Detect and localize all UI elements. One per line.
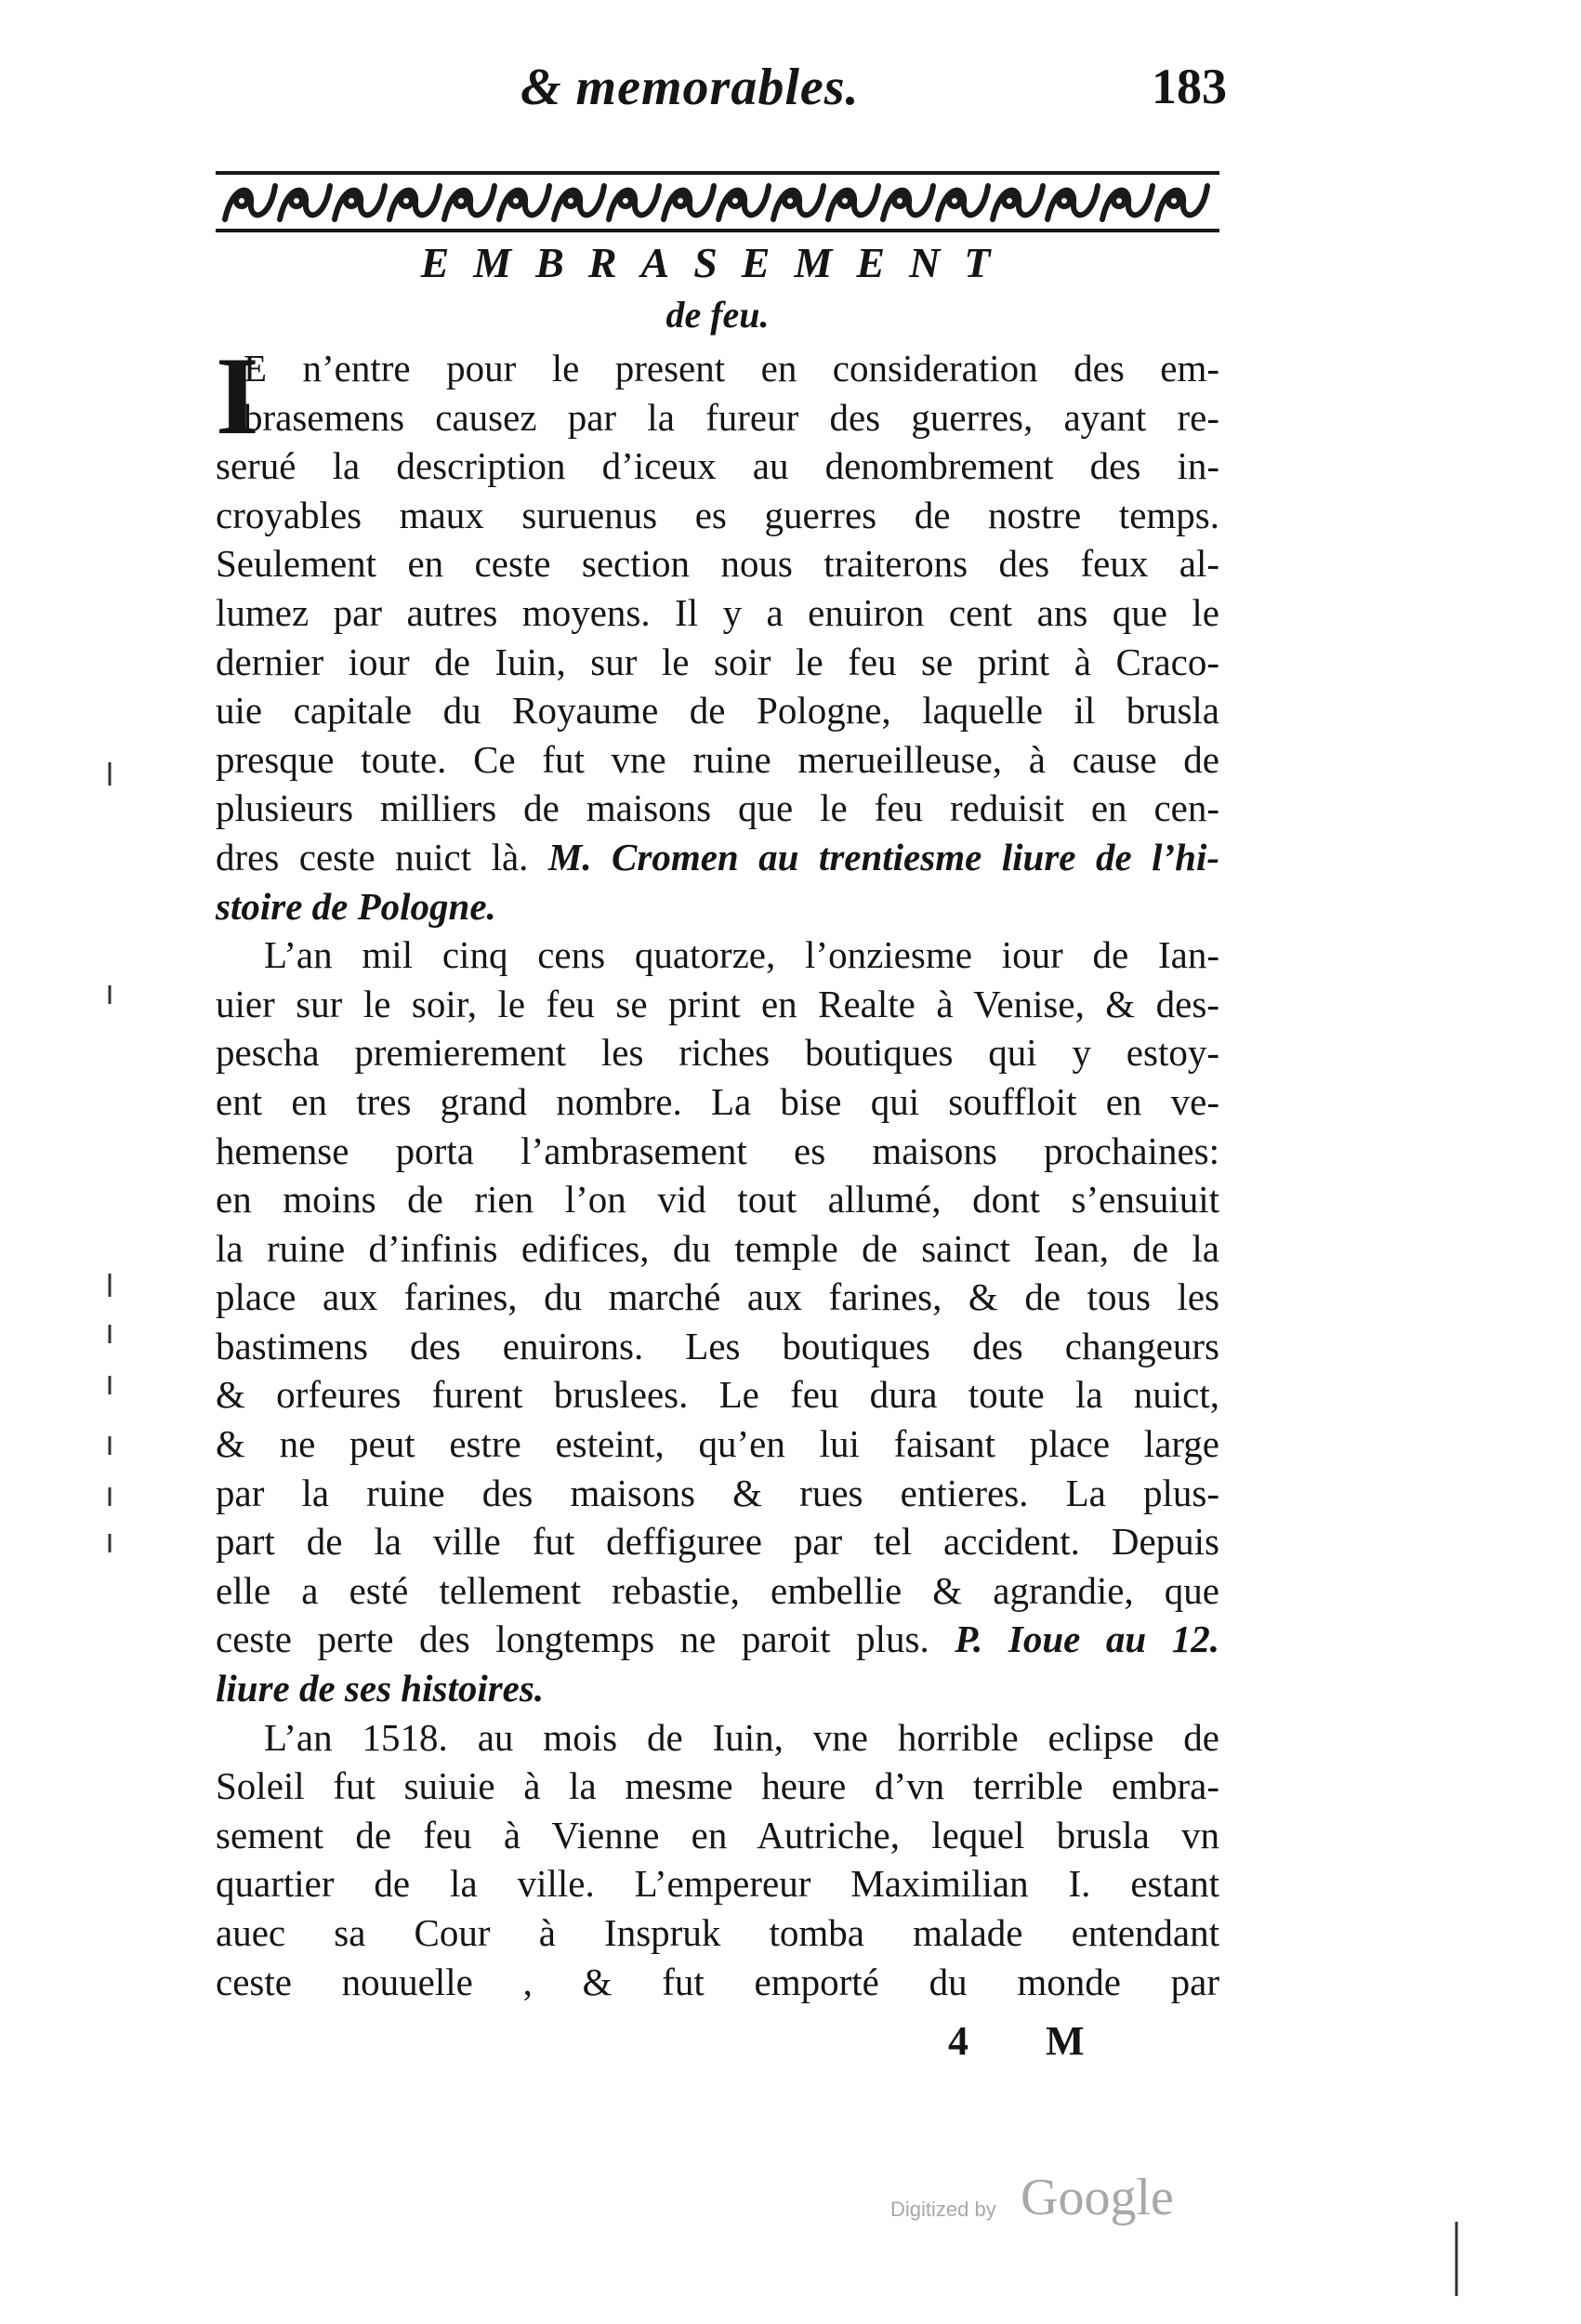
line-text: en moins de rien l’on vid tout allumé, dont s’ensuiuit <box>216 1178 1219 1221</box>
line-text: E n’entre pour le present en consideration des em- <box>244 347 1219 390</box>
text-line <box>216 1175 1219 1224</box>
citation: M. Cromen au trentiesme liure de l’hi- <box>547 835 1219 878</box>
ornament-scroll <box>389 186 440 219</box>
ornament-scroll <box>773 186 823 219</box>
line-text: croyables maux suruenus es guerres de nostre temps. <box>216 493 1219 536</box>
ornament-dot <box>401 195 412 206</box>
body-text <box>216 334 1219 2006</box>
ornament-dot <box>949 195 960 206</box>
ornament-dot <box>291 195 302 206</box>
line-text: bastimens des enuirons. Les boutiques des changeurs <box>216 1324 1219 1367</box>
text-line <box>216 1713 1219 1763</box>
ornament-dot <box>1168 195 1179 206</box>
text-line <box>216 344 1219 393</box>
google-logo: Google <box>1021 2169 1174 2226</box>
drop-cap: I <box>216 334 259 457</box>
text-line <box>216 784 1219 833</box>
text-line <box>216 882 1219 931</box>
ornament-dot <box>620 195 631 206</box>
ornament-dot <box>894 195 905 206</box>
text-line <box>216 491 1219 540</box>
ornament-scroll <box>609 186 659 219</box>
signature-mark: 4 M <box>948 2018 1118 2064</box>
ornament-scroll <box>1102 186 1153 219</box>
text-line <box>216 1566 1219 1616</box>
ornament-scroll <box>335 186 385 219</box>
ornament-dot <box>839 195 850 206</box>
citation: stoire de Pologne. <box>216 884 496 928</box>
text-line <box>216 1811 1219 1860</box>
ornament-band <box>216 165 1219 238</box>
text-line <box>216 1127 1219 1176</box>
text-line <box>216 1370 1219 1419</box>
line-text: L’an mil cinq cens quatorze, l’onziesme iour de Ian- <box>264 933 1219 977</box>
line-text: pescha premierement les riches boutiques qui y estoy- <box>216 1031 1219 1075</box>
ornament-scroll <box>828 186 878 219</box>
ornament-scroll <box>1157 186 1207 219</box>
ornament-dot <box>730 195 741 206</box>
ornament-dot <box>675 195 686 206</box>
text-line <box>216 833 1219 882</box>
text-line <box>216 1859 1219 1908</box>
digitization-watermark <box>890 2169 1197 2227</box>
line-text: dres ceste nuict là. <box>216 835 529 878</box>
ornament-scroll <box>499 186 549 219</box>
text-line <box>216 686 1219 735</box>
running-head <box>483 58 1227 123</box>
line-text: hemense porta l’ambrasement es maisons prochaines: <box>216 1129 1219 1172</box>
line-text: dernier iour de Iuin, sur le soir le feu se print à Craco- <box>216 640 1219 683</box>
line-text: lumez par autres moyens. Il y a enuiron cent ans que le <box>216 590 1219 634</box>
ornament-scroll <box>280 186 330 219</box>
line-text: la ruine d’infinis edifices, du temple de sainct Iean, de la <box>216 1226 1219 1270</box>
line-text: uier sur le soir, le feu se print en Realte à Venise, & des- <box>216 982 1219 1025</box>
line-text: brasemens causez par la fureur des guerres, ayant re- <box>244 395 1219 439</box>
text-line <box>216 931 1219 980</box>
ornament-scroll <box>664 186 714 219</box>
ornament-dot <box>346 195 357 206</box>
running-title: & memorables. <box>520 59 860 116</box>
line-text: & orfeures furent bruslees. Le feu dura toute la nuict, <box>216 1373 1219 1417</box>
line-text: ent en tres grand nombre. La bise qui souffloit en ve- <box>216 1079 1219 1123</box>
line-text: uie capitale du Royaume de Pologne, laquelle il brusla <box>216 689 1219 733</box>
line-text: ceste nouuelle , & fut emporté du monde par <box>216 1960 1219 2003</box>
line-text: auec sa Cour à Inspruk tomba malade entendant <box>216 1911 1219 1954</box>
text-line <box>216 638 1219 687</box>
text-line <box>216 1273 1219 1322</box>
text-line <box>216 1224 1219 1274</box>
ornament-dot <box>455 195 467 206</box>
text-line <box>216 1517 1219 1566</box>
line-text: part de la ville fut deffiguree par tel accident. Depuis <box>216 1520 1219 1564</box>
text-line <box>216 442 1219 491</box>
text-line <box>216 393 1219 442</box>
text-line <box>216 588 1219 638</box>
ornament-scroll <box>444 186 494 219</box>
text-line <box>216 1958 1219 2007</box>
ornament-scroll <box>718 186 769 219</box>
ornament-dot <box>1113 195 1125 206</box>
ornament-scroll <box>938 186 988 219</box>
line-text: elle a esté tellement rebastie, embellie & agrandie, que <box>216 1568 1219 1612</box>
line-text: plusieurs milliers de maisons que le feu reduisit en cen- <box>216 786 1219 830</box>
line-text: sement de feu à Vienne en Autriche, lequel brusla vn <box>216 1813 1219 1856</box>
ornament-scroll <box>554 186 604 219</box>
ornament-dot <box>565 195 576 206</box>
text-line <box>216 1762 1219 1811</box>
ornament-dot <box>1059 195 1070 206</box>
ornament-scroll <box>883 186 933 219</box>
text-line <box>216 1077 1219 1127</box>
ornament-dot <box>510 195 521 206</box>
page-number: 183 <box>1152 59 1227 114</box>
line-text: quartier de la ville. L’empereur Maximilian I. estant <box>216 1862 1219 1906</box>
ornament-scroll <box>1047 186 1098 219</box>
section-title <box>216 237 1219 337</box>
line-text: L’an 1518. au mois de Iuin, vne horrible eclipse de <box>264 1715 1219 1759</box>
text-line <box>216 1664 1219 1713</box>
text-line <box>216 1322 1219 1371</box>
ornament-scroll <box>993 186 1043 219</box>
text-line <box>216 1419 1219 1469</box>
line-text: Seulement en ceste section nous traiterons des feux al- <box>216 542 1219 586</box>
text-line <box>216 1028 1219 1077</box>
line-text: & ne peut estre esteint, qu’en lui faisant place large <box>216 1422 1219 1466</box>
text-line <box>216 539 1219 588</box>
line-text: Soleil fut suiuie à la mesme heure d’vn terrible embra- <box>216 1764 1219 1808</box>
text-line <box>216 1615 1219 1664</box>
ornament-dot <box>236 195 247 206</box>
section-subheading: de feu. <box>665 294 770 336</box>
ornament-scroll <box>225 186 275 219</box>
ornament-dot <box>784 195 796 206</box>
line-text: serué la description d’iceux au denombrement des in- <box>216 444 1219 488</box>
text-line <box>216 1469 1219 1518</box>
watermark-prefix: Digitized by <box>890 2198 996 2221</box>
section-heading: EMBRASEMENT <box>420 239 1015 286</box>
text-line <box>216 1908 1219 1958</box>
text-line <box>216 735 1219 785</box>
citation: liure de ses histoires. <box>216 1667 545 1710</box>
citation: P. Ioue au 12. <box>955 1618 1219 1661</box>
line-text: ceste perte des longtemps ne paroit plus. <box>216 1618 929 1661</box>
text-line <box>216 980 1219 1029</box>
line-text: presque toute. Ce fut vne ruine merueilleuse, à cause de <box>216 737 1219 781</box>
line-text: par la ruine des maisons & rues entieres. La plus- <box>216 1471 1219 1514</box>
line-text: place aux farines, du marché aux farines, & de tous les <box>216 1275 1219 1319</box>
ornament-dot <box>1004 195 1015 206</box>
